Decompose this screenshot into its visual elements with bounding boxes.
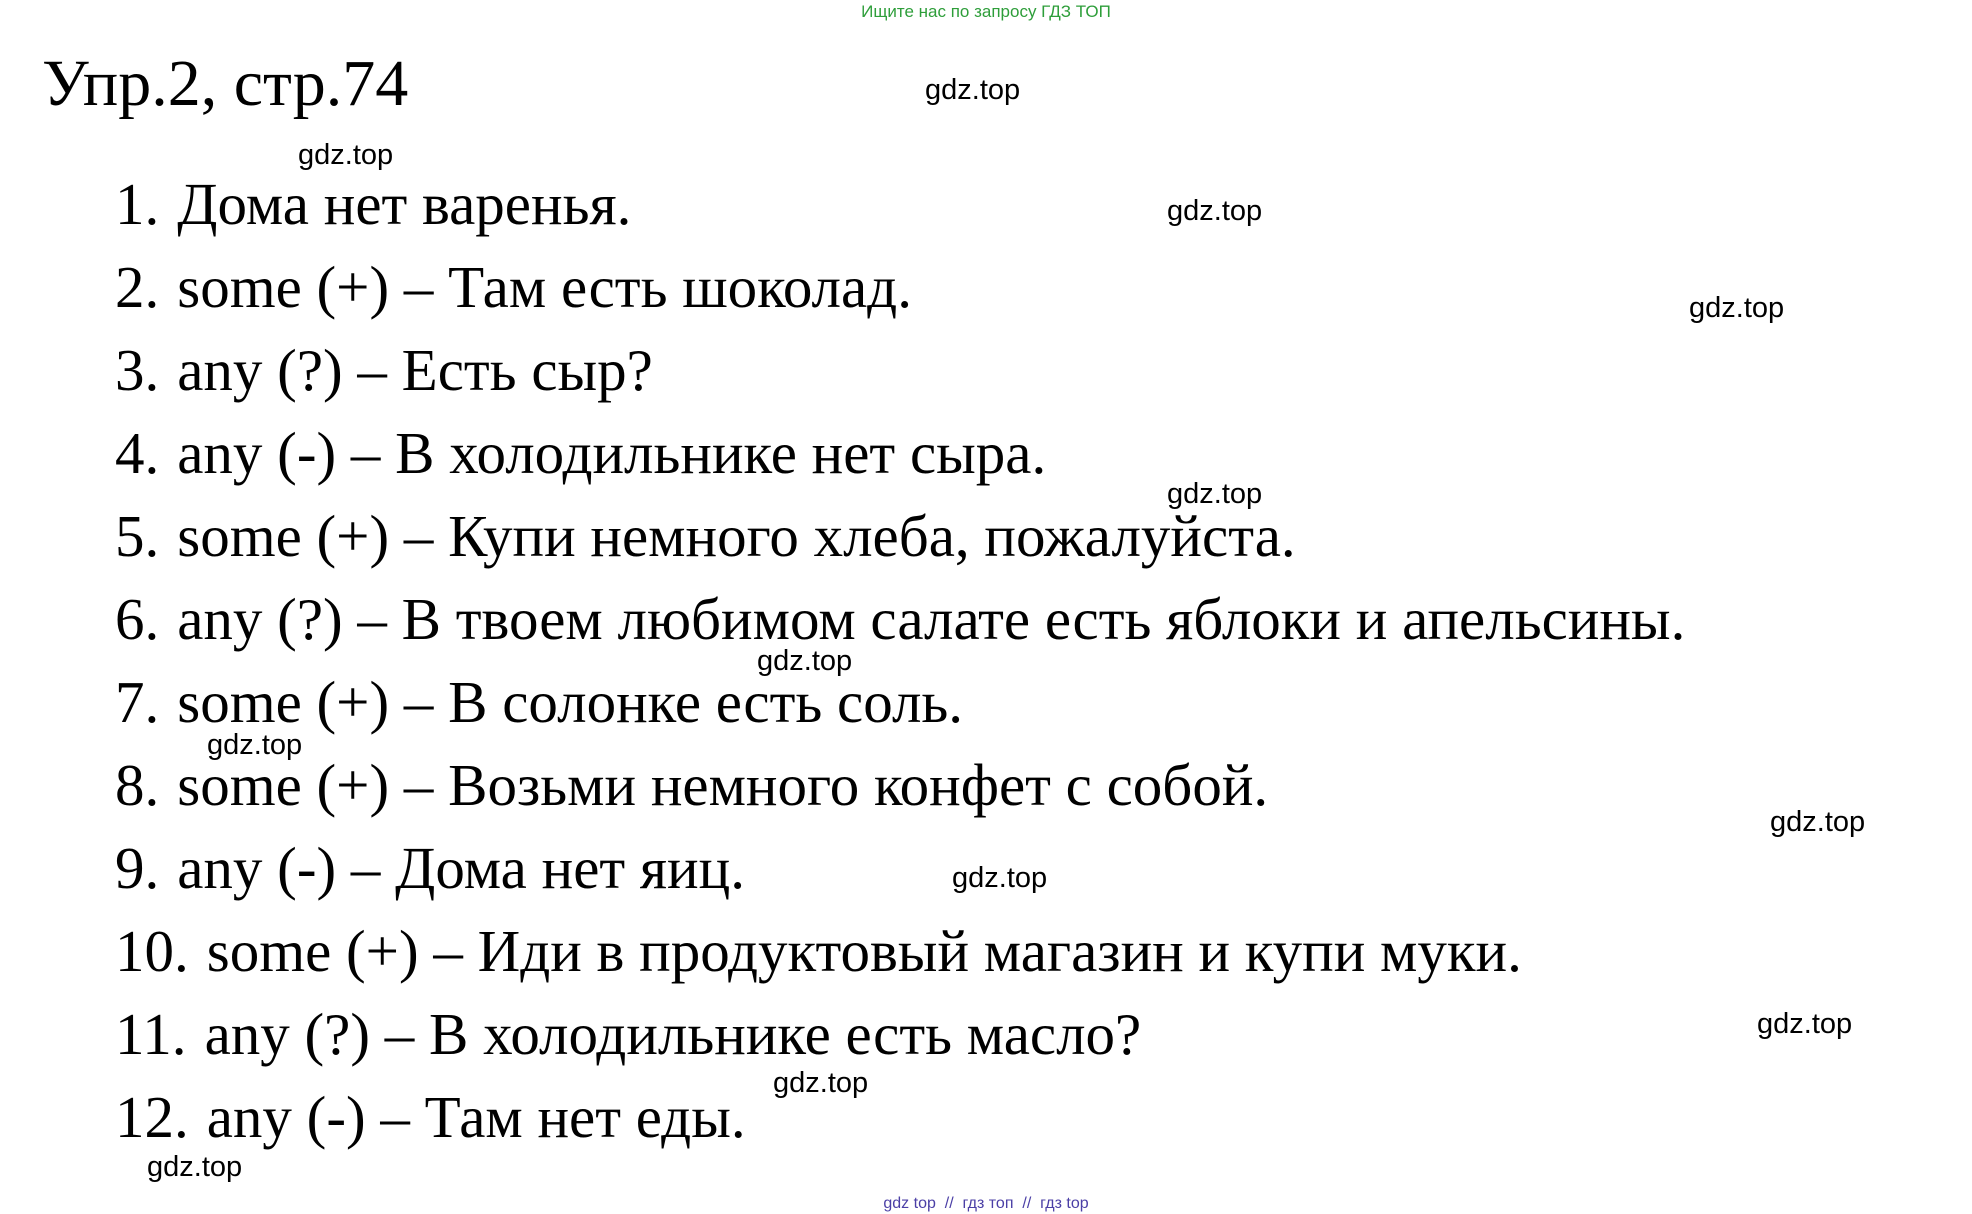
list-item <box>115 329 1685 412</box>
page-title: Упр.2, стр.74 <box>42 47 409 120</box>
watermark: gdz.top <box>757 645 853 677</box>
item-number: 8. <box>115 752 160 818</box>
item-text: any (?) – В холодильнике есть масло? <box>204 1001 1142 1067</box>
item-text: Дома нет варенья. <box>177 171 632 237</box>
watermark: gdz.top <box>1167 478 1263 510</box>
header-note: Ищите нас по запросу ГДЗ ТОП <box>861 2 1111 21</box>
item-number: 4. <box>115 420 160 486</box>
list-item <box>115 661 1685 744</box>
watermark: gdz.top <box>1689 292 1785 324</box>
item-text: any (?) – В твоем любимом салате есть яблоки и апельсины. <box>177 586 1686 652</box>
item-text: any (-) – Там нет еды. <box>206 1084 746 1150</box>
watermark: gdz.top <box>1757 1008 1853 1040</box>
item-number: 5. <box>115 503 160 569</box>
watermark: gdz.top <box>1167 195 1263 227</box>
item-number: 6. <box>115 586 160 652</box>
watermark: gdz.top <box>207 729 303 761</box>
item-number: 1. <box>115 171 160 237</box>
item-text: any (-) – В холодильнике нет сыра. <box>177 420 1047 486</box>
item-number: 12. <box>115 1084 189 1150</box>
item-text: any (?) – Есть сыр? <box>177 337 653 403</box>
item-number: 11. <box>115 1001 187 1067</box>
item-text: some (+) – Возьми немного конфет с собой. <box>177 752 1269 818</box>
list-item <box>115 246 1685 329</box>
list-item <box>115 827 1685 910</box>
item-number: 10. <box>115 918 189 984</box>
watermark: gdz.top <box>1770 806 1866 838</box>
watermark: gdz.top <box>298 139 394 171</box>
item-number: 3. <box>115 337 160 403</box>
item-text: some (+) – Купи немного хлеба, пожалуйста. <box>177 503 1296 569</box>
list-item <box>115 910 1685 993</box>
watermark: gdz.top <box>147 1151 243 1183</box>
list-item <box>115 163 1685 246</box>
watermark: gdz.top <box>773 1067 869 1099</box>
watermark: gdz.top <box>952 862 1048 894</box>
item-number: 2. <box>115 254 160 320</box>
list-item <box>115 412 1685 495</box>
list-item <box>115 1076 1685 1159</box>
item-text: some (+) – В солонке есть соль. <box>177 669 964 735</box>
answer-list <box>115 163 1685 1159</box>
item-number: 9. <box>115 835 160 901</box>
list-item <box>115 993 1685 1076</box>
item-text: some (+) – Там есть шоколад. <box>177 254 912 320</box>
item-text: some (+) – Иди в продуктовый магазин и купи муки. <box>206 918 1522 984</box>
watermark: gdz.top <box>925 74 1021 106</box>
item-text: any (-) – Дома нет яиц. <box>177 835 745 901</box>
item-number: 7. <box>115 669 160 735</box>
footer-note: gdz top // гдз топ // гдз top <box>883 1195 1089 1212</box>
list-item <box>115 578 1685 661</box>
list-item <box>115 495 1685 578</box>
list-item <box>115 744 1685 827</box>
